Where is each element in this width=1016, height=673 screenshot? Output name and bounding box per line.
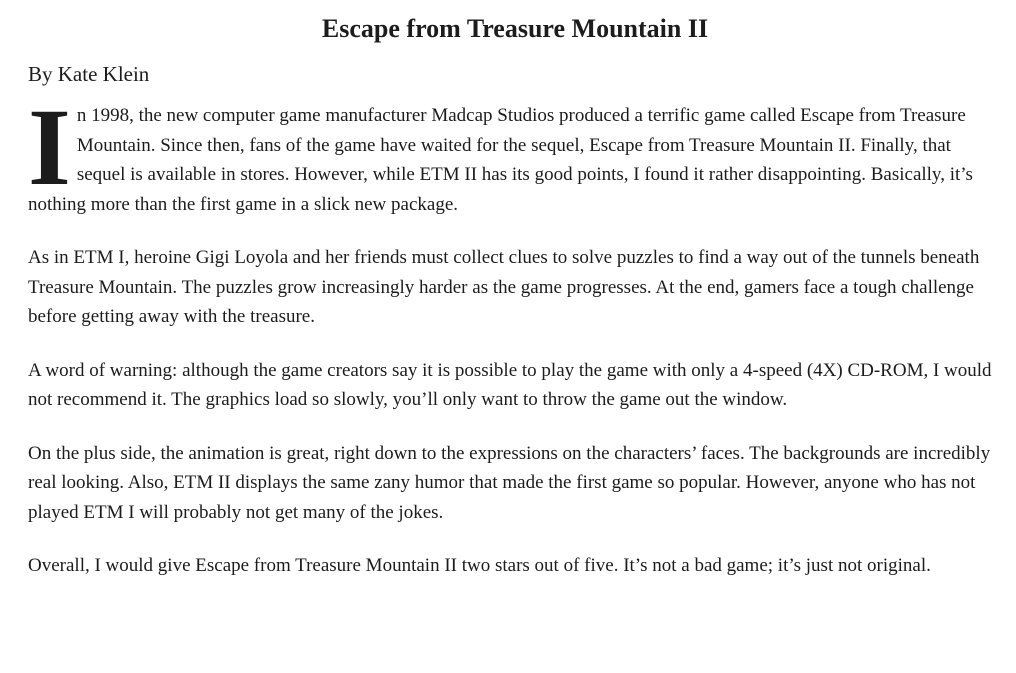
article-paragraph-4: On the plus side, the animation is great, right down to the expressions on the characters’ faces. The backgrounds are incredibly real looking. Also, ETM II displays the same zany humor that made the first game so popular. However, anyone who has not played ETM I will probably not get many of the jokes. <box>28 442 991 523</box>
article-paragraph-5: Overall, I would give Escape from Treasure Mountain II two stars out of five. It’s not a bad game; it’s just not original. <box>28 555 931 576</box>
article-title: Escape from Treasure Mountain II <box>321 14 709 43</box>
article-byline: By Kate Klein <box>28 62 150 86</box>
article-paragraph-1 <box>28 86 1002 219</box>
drop-cap: I <box>28 86 71 208</box>
article-paragraph-2: As in ETM I, heroine Gigi Loyola and her friends must collect clues to solve puzzles to find a way out of the tunnels beneath Treasure Mountain. The puzzles grow increasingly harder as the game progresses. At the end, gamers face a tough challenge before getting away with the treasure. <box>28 247 980 327</box>
article-paragraph-3: A word of warning: although the game creators say it is possible to play the game with only a 4-speed (4X) CD-ROM, I would not recommend it. The graphics load so slowly, you’ll only want to throw the game out the window. <box>28 359 992 410</box>
paragraph-1-text: n 1998, the new computer game manufacturer Madcap Studios produced a terrific game called Escape from Treasure Mountain. Since then, fans of the game have waited for the sequel, Escape from Treasure Mountain II. Finally, that sequel is available in stores. However, while ETM II has its good points, I found it rather disappointing. Basically, it’s nothing more than the first game in a slick new package. <box>28 105 973 215</box>
